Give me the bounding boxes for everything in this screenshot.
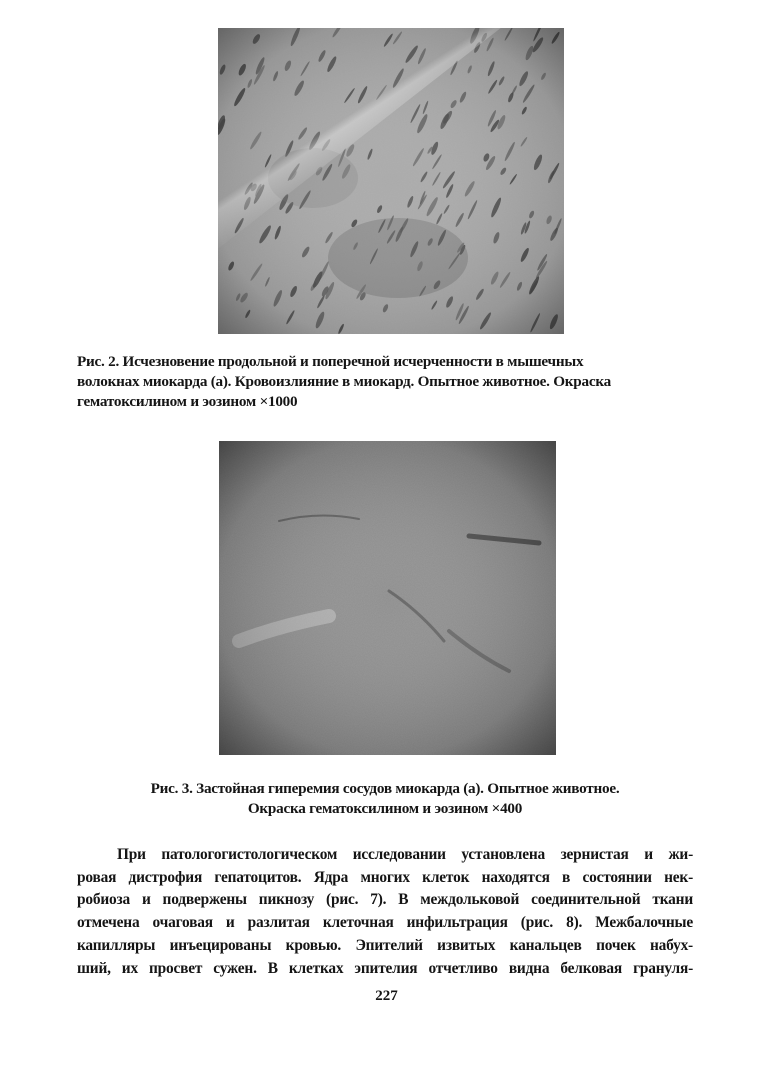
figure-3-image xyxy=(219,441,556,755)
caption-line: гематоксилином и эозином ×1000 xyxy=(77,393,298,410)
paragraph-line: ровая дистрофия гепатоцитов. Ядра многих клеток находятся в состоянии нек- xyxy=(77,868,693,886)
caption-line: волокнах миокарда (а). Кровоизлияние в миокард. Опытное животное. Окраска xyxy=(77,373,611,390)
figure-2-micrograph xyxy=(218,28,564,334)
paragraph-line: робиоза и подвержены пикнозу (рис. 7). В междольковой соединительной ткани xyxy=(77,891,693,909)
caption-line: Рис. 2. Исчезновение продольной и поперечной исчерченности в мышечных xyxy=(77,353,584,370)
caption-line: Окраска гематоксилином и эозином ×400 xyxy=(247,800,523,817)
figure-2-image xyxy=(218,28,564,334)
paragraph-line: капилляры инъецированы кровью. Эпителий извитых канальцев почек набух- xyxy=(77,936,693,954)
paragraph-line: отмечена очаговая и разлитая клеточная инфильтрация (рис. 8). Межбалочные xyxy=(77,914,693,932)
page-number: 227 xyxy=(375,988,398,1004)
figure-3-caption xyxy=(60,779,710,819)
figure-3-micrograph xyxy=(219,441,556,755)
figure-2-caption xyxy=(77,352,697,412)
paragraph-line: ший, их просвет сужен. В клетках эпителия отчетливо видна белковая грануля- xyxy=(77,959,693,977)
body-paragraph xyxy=(77,844,693,980)
caption-line: Рис. 3. Застойная гиперемия сосудов миокарда (а). Опытное животное. xyxy=(150,780,620,797)
paragraph-line: При патологогистологическом исследовании установлена зернистая и жи- xyxy=(117,846,693,863)
